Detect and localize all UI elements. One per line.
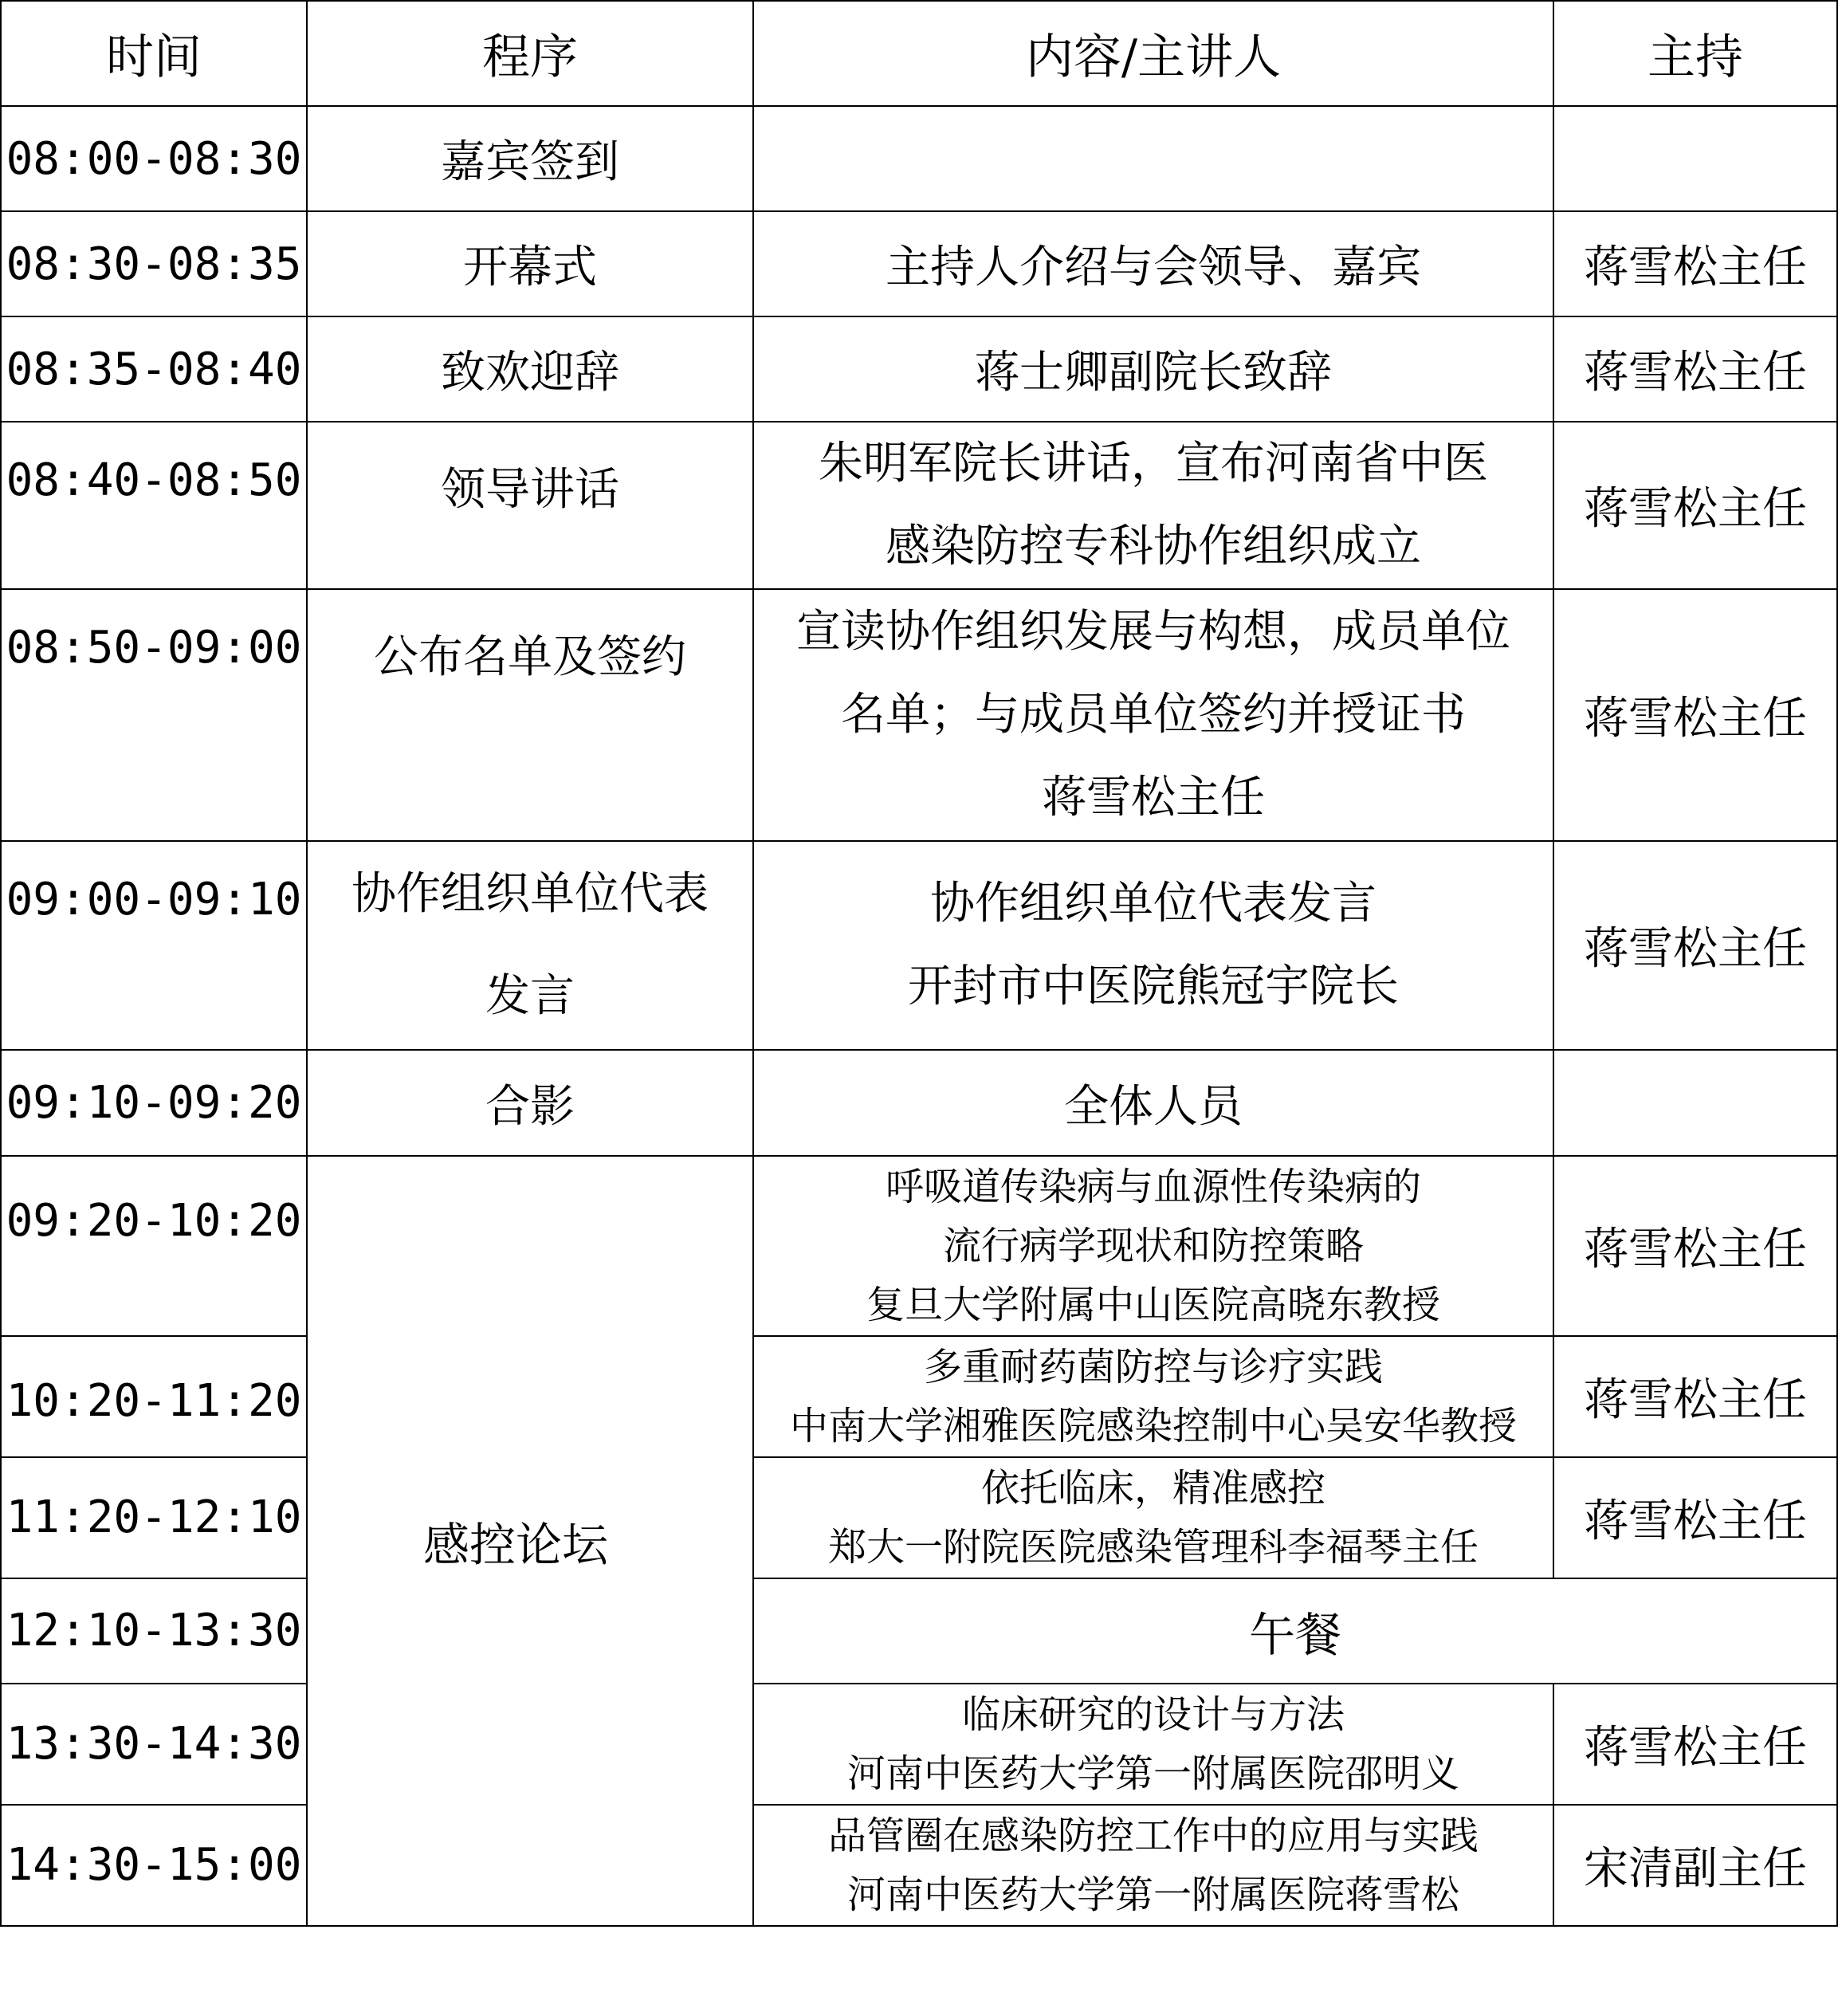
table-row — [1, 841, 1837, 1050]
content-line: 郑大一附院医院感染管理科李福琴主任 — [827, 1524, 1479, 1570]
content-line: 呼吸道传染病与血源性传染病的 — [885, 1164, 1421, 1209]
content-line: 开封市中医院熊冠宇院长 — [908, 961, 1399, 1013]
content-line: 名单；与成员单位签约并授证书 — [841, 689, 1466, 741]
header-program: 程序 — [307, 1, 753, 106]
program-cell: 公布名单及签约 — [307, 589, 753, 841]
table-row — [1, 1578, 1837, 1684]
header-content: 内容/主讲人 — [753, 1, 1553, 106]
time-cell: 08:50-09:00 — [1, 589, 307, 841]
host-cell: 蒋雪松主任 — [1553, 1336, 1837, 1457]
host-cell: 蒋雪松主任 — [1553, 589, 1837, 841]
table-row — [1, 316, 1837, 422]
program-cell: 开幕式 — [307, 211, 753, 316]
content-line: 临床研究的设计与方法 — [961, 1692, 1345, 1737]
time-cell: 09:10-09:20 — [1, 1050, 307, 1155]
table-row — [1, 106, 1837, 211]
content-line: 协作组织单位代表发言 — [930, 878, 1377, 930]
host-cell: 蒋雪松主任 — [1553, 1684, 1837, 1805]
forum-program-cell: 感控论坛 — [307, 1156, 753, 1926]
content-line: 感染防控专科协作组织成立 — [886, 521, 1421, 573]
content-line: 多重耐药菌防控与诊疗实践 — [923, 1344, 1383, 1389]
content-cell — [753, 589, 1553, 841]
content-line: 河南中医药大学第一附属医院蒋雪松 — [846, 1872, 1459, 1917]
time-cell: 12:10-13:30 — [1, 1578, 307, 1684]
content-cell — [753, 1156, 1553, 1336]
table-row — [1, 1336, 1837, 1457]
table-row — [1, 422, 1837, 589]
table-row — [1, 1457, 1837, 1578]
time-cell: 10:20-11:20 — [1, 1336, 307, 1457]
content-cell: 蒋士卿副院长致辞 — [753, 316, 1553, 422]
host-cell: 宋清副主任 — [1553, 1805, 1837, 1926]
content-cell — [753, 841, 1553, 1050]
host-cell: 蒋雪松主任 — [1553, 841, 1837, 1050]
table-row — [1, 1684, 1837, 1805]
host-cell: 蒋雪松主任 — [1553, 1457, 1837, 1578]
program-cell: 致欢迎辞 — [307, 316, 753, 422]
host-cell: 蒋雪松主任 — [1553, 211, 1837, 316]
header-row — [1, 1, 1837, 106]
program-line: 协作组织单位代表 — [351, 868, 709, 921]
program-cell: 领导讲话 — [307, 422, 753, 589]
content-cell — [753, 1336, 1553, 1457]
time-cell: 08:35-08:40 — [1, 316, 307, 422]
time-cell: 08:30-08:35 — [1, 211, 307, 316]
table-row — [1, 211, 1837, 316]
table-row — [1, 1805, 1837, 1926]
time-cell: 08:00-08:30 — [1, 106, 307, 211]
host-cell — [1553, 106, 1837, 211]
host-cell — [1553, 1050, 1837, 1155]
table-row — [1, 589, 1837, 841]
header-time: 时间 — [1, 1, 307, 106]
lunch-cell: 午餐 — [753, 1578, 1837, 1684]
time-cell: 14:30-15:00 — [1, 1805, 307, 1926]
time-cell: 08:40-08:50 — [1, 422, 307, 589]
content-line: 蒋雪松主任 — [1042, 772, 1265, 824]
content-cell — [753, 106, 1553, 211]
content-cell — [753, 1684, 1553, 1805]
content-line: 复旦大学附属中山医院高晓东教授 — [866, 1282, 1440, 1327]
host-cell: 蒋雪松主任 — [1553, 316, 1837, 422]
content-line: 依托临床，精准感控 — [980, 1465, 1325, 1511]
content-cell: 全体人员 — [753, 1050, 1553, 1155]
content-cell: 主持人介绍与会领导、嘉宾 — [753, 211, 1553, 316]
content-line: 河南中医药大学第一附属医院邵明义 — [846, 1751, 1459, 1796]
content-line: 中南大学湘雅医院感染控制中心吴安华教授 — [789, 1403, 1517, 1448]
program-cell: 嘉宾签到 — [307, 106, 753, 211]
header-host: 主持 — [1553, 1, 1837, 106]
table-row — [1, 1050, 1837, 1155]
content-line: 宣读协作组织发展与构想，成员单位 — [796, 606, 1510, 658]
content-cell — [753, 1805, 1553, 1926]
content-cell — [753, 422, 1553, 589]
program-cell: 合影 — [307, 1050, 753, 1155]
time-cell: 09:20-10:20 — [1, 1156, 307, 1336]
content-line: 流行病学现状和防控策略 — [942, 1223, 1364, 1268]
content-cell — [753, 1457, 1553, 1578]
time-cell: 11:20-12:10 — [1, 1457, 307, 1578]
host-cell: 蒋雪松主任 — [1553, 1156, 1837, 1336]
time-cell: 13:30-14:30 — [1, 1684, 307, 1805]
table-row — [1, 1156, 1837, 1336]
time-cell: 09:00-09:10 — [1, 841, 307, 1050]
program-line: 发言 — [485, 970, 575, 1023]
content-line: 品管圈在感染防控工作中的应用与实践 — [827, 1813, 1479, 1858]
host-cell: 蒋雪松主任 — [1553, 422, 1837, 589]
program-cell — [307, 841, 753, 1050]
content-line: 朱明军院长讲话，宣布河南省中医 — [819, 438, 1488, 490]
